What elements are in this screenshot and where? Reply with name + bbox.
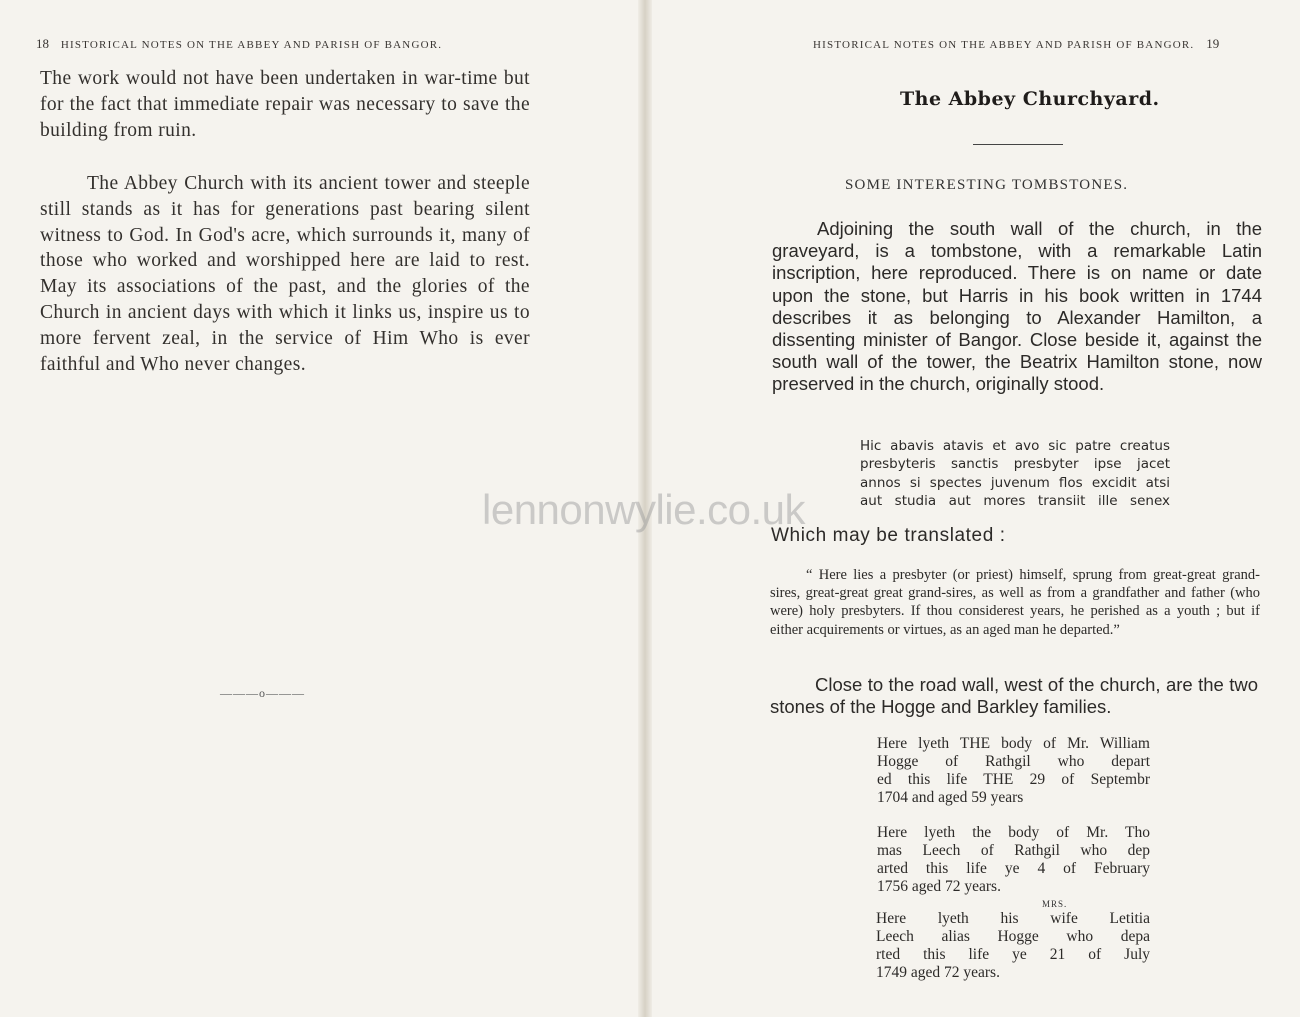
right-paragraph-1: Adjoining the south wall of the church, in the graveyard, is a tombstone, with a remarkable Latin inscription, here reproduced. There is on name or date upon the stone, but Harris in his book written in 1744 describes it as belonging to Alexander Hamilton, a dissenting minister of Bangor. Close beside it, against the south wall of the tower, the Beatrix Hamilton stone, now preserved in the church, originally stood. (772, 218, 1262, 395)
watermark: lennonwylie.co.uk (482, 486, 806, 533)
left-paragraph-1: The work would not have been undertaken in war-time but for the fact that immediate repair was necessary to save the building from ruin. (40, 68, 530, 141)
inscription-leech (877, 824, 1150, 896)
inscription-line: 1704 and aged 59 years (877, 789, 1024, 806)
right-running-head-text: HISTORICAL NOTES ON THE ABBEY AND PARISH OF BANGOR. (813, 39, 1195, 51)
inscription-line: Hogge of Rathgil who depart (877, 753, 1150, 770)
translation-intro: Which may be translated : (771, 525, 1006, 546)
translation-quote: “ Here lies a presbyter (or priest) himself, sprung from great-great grand-sires, great-great great grand-sires, as well as from a grandfather and father (who were) holy presbyters. If thou considerest years, he perished as a youth ; but if either acquirements or virtues, as an aged man he departed.” (770, 567, 1260, 638)
right-paragraph-2: Close to the road wall, west of the church, are the two stones of the Hogge and Barkley families. (770, 674, 1258, 718)
mrs-superscript: MRS. (1042, 899, 1068, 909)
left-running-head (36, 36, 442, 52)
title-rule (973, 144, 1063, 145)
inscription-line: Here lyeth THE body of Mr. William (877, 735, 1150, 752)
left-page-number: 18 (36, 36, 49, 51)
inscription-line: Here lyeth his wife Letitia (876, 910, 1150, 927)
latin-line: aut studia aut mores transiit ille senex (860, 492, 1170, 509)
inscription-line: 1749 aged 72 years. (876, 964, 1000, 981)
inscription-line: mas Leech of Rathgil who dep (877, 842, 1150, 859)
inscription-line: rted this life ye 21 of July (876, 946, 1150, 963)
inscription-line: ed this life THE 29 of Septembr (877, 771, 1150, 788)
left-paragraph-2: The Abbey Church with its ancient tower and steeple still stands as it has for generations past bearing silent witness to God. In God's acre, which surrounds it, many of those who worked and worshipped here are laid to rest. May its associations of the past, and the glories of the Church in ancient days with which it links us, inspire us to more fervent zeal, in the service of Him Who is ever faithful and Who never changes. (40, 173, 530, 375)
inscription-line: Here lyeth the body of Mr. Tho (877, 824, 1150, 841)
inscription-line: 1756 aged 72 years. (877, 878, 1001, 895)
inscription-line: Leech alias Hogge who depa (876, 928, 1150, 945)
inscription-letitia (876, 910, 1150, 982)
page-title: The Abbey Churchyard. (900, 88, 1160, 110)
inscription-line: arted this life ye 4 of February (877, 860, 1150, 877)
left-running-head-text: HISTORICAL NOTES ON THE ABBEY AND PARISH OF BANGOR. (60, 39, 443, 51)
latin-line: Hic abavis atavis et avo sic patre creatus (860, 438, 1170, 454)
right-running-head (813, 36, 1219, 52)
latin-line: presbyteris sanctis presbyter ipse jacet (860, 456, 1170, 473)
right-page-number: 19 (1206, 36, 1220, 51)
section-heading: SOME INTERESTING TOMBSTONES. (845, 177, 1129, 193)
inscription-hogge (877, 735, 1150, 807)
left-ornamental-divider: ———o——— (220, 686, 305, 700)
latin-line: annos si spectes juvenum flos excidit atsi (860, 474, 1170, 491)
latin-inscription (860, 437, 1170, 510)
